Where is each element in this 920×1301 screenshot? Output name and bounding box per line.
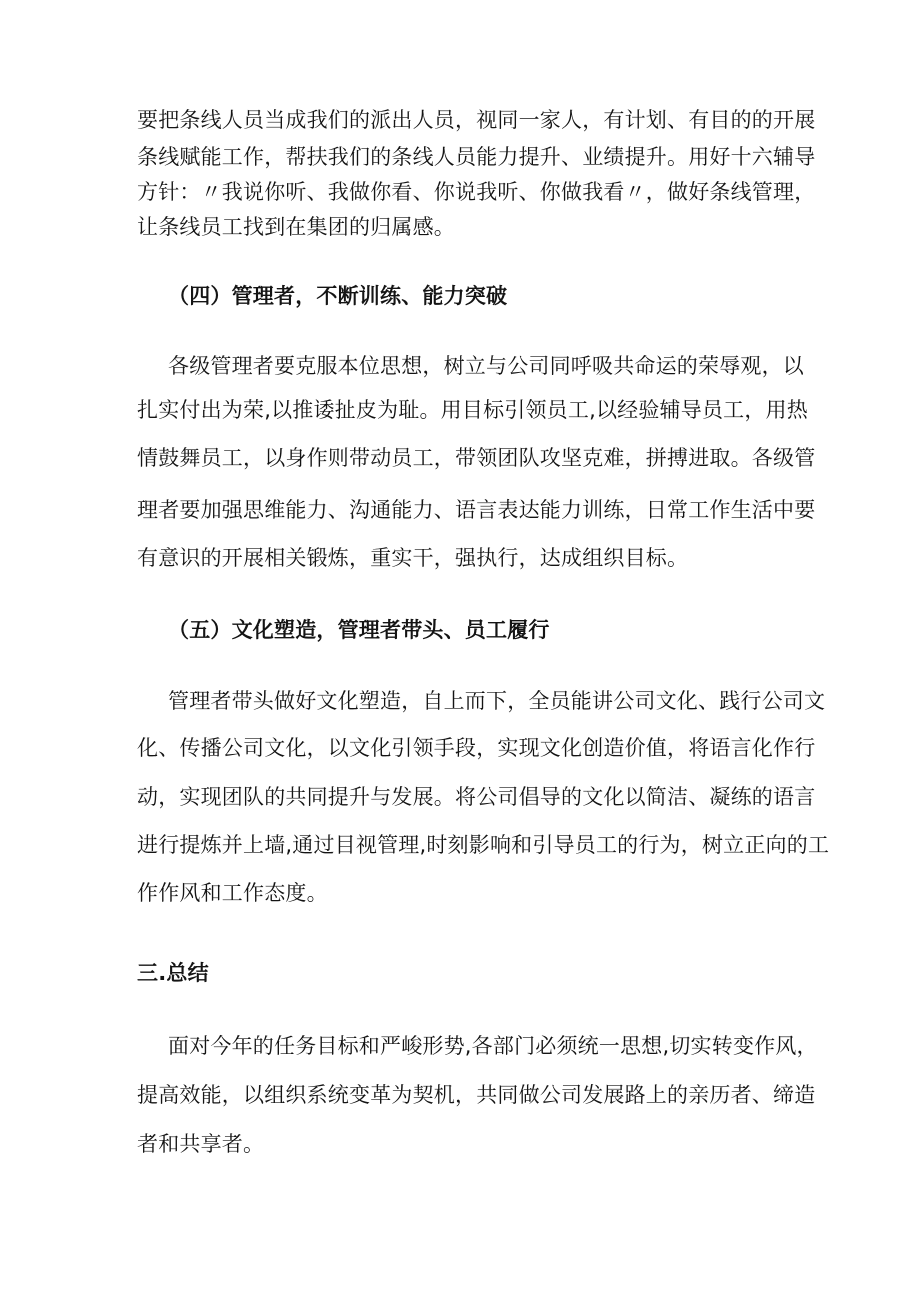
paragraph-line: 理者要加强思维能力、沟通能力、语言表达能力训练，日常工作生活中要 (137, 498, 816, 522)
section-heading-summary: 三.总结 (137, 961, 209, 985)
paragraph-line: 让条线员工找到在集团的归属感。 (137, 215, 455, 239)
paragraph-line: 作作风和工作态度。 (137, 881, 328, 905)
section-heading-four: （四）管理者，不断训练、能力突破 (168, 284, 508, 308)
paragraph-line: 管理者带头做好文化塑造，自上而下，全员能讲公司文化、践行公司文 (168, 689, 826, 713)
paragraph-line: 方针：〃我说你听、我做你看、你说我听、你做我看〃，做好条线管理， (137, 180, 816, 204)
paragraph-line: 者和共享者。 (137, 1132, 265, 1156)
section-heading-five: （五）文化塑造，管理者带头、员工履行 (168, 618, 550, 642)
paragraph-line: 各级管理者要克服本位思想，树立与公司同呼吸共命运的荣辱观，以 (168, 354, 804, 378)
paragraph-line: 动，实现团队的共同提升与发展。将公司倡导的文化以简洁、凝练的语言 (137, 785, 816, 809)
paragraph-line: 条线赋能工作，帮扶我们的条线人员能力提升、业绩提升。用好十六辅导 (137, 145, 816, 169)
paragraph-line: 进行提炼并上墙,通过目视管理,时刻影响和引导员工的行为，树立正向的工 (137, 833, 830, 857)
paragraph-line: 提高效能，以组织系统变革为契机，共同做公司发展路上的亲历者、缔造 (137, 1083, 816, 1107)
paragraph-line: 有意识的开展相关锻炼，重实干，强执行，达成组织目标。 (137, 546, 689, 570)
paragraph-line: 要把条线人员当成我们的派出人员，视同一家人，有计划、有目的的开展 (137, 108, 816, 132)
paragraph-line: 情鼓舞员工，以身作则带动员工，带领团队攻坚克难，拼搏进取。各级管 (137, 446, 816, 470)
paragraph-line: 面对今年的任务目标和严峻形势,各部门必须统一思想,切实转变作风， (168, 1034, 818, 1058)
paragraph-line: 化、传播公司文化，以文化引领手段，实现文化创造价值，将语言化作行 (137, 736, 816, 760)
paragraph-line: 扎实付出为荣,以推诿扯皮为耻。用目标引领员工,以经验辅导员工，用热 (137, 398, 808, 422)
